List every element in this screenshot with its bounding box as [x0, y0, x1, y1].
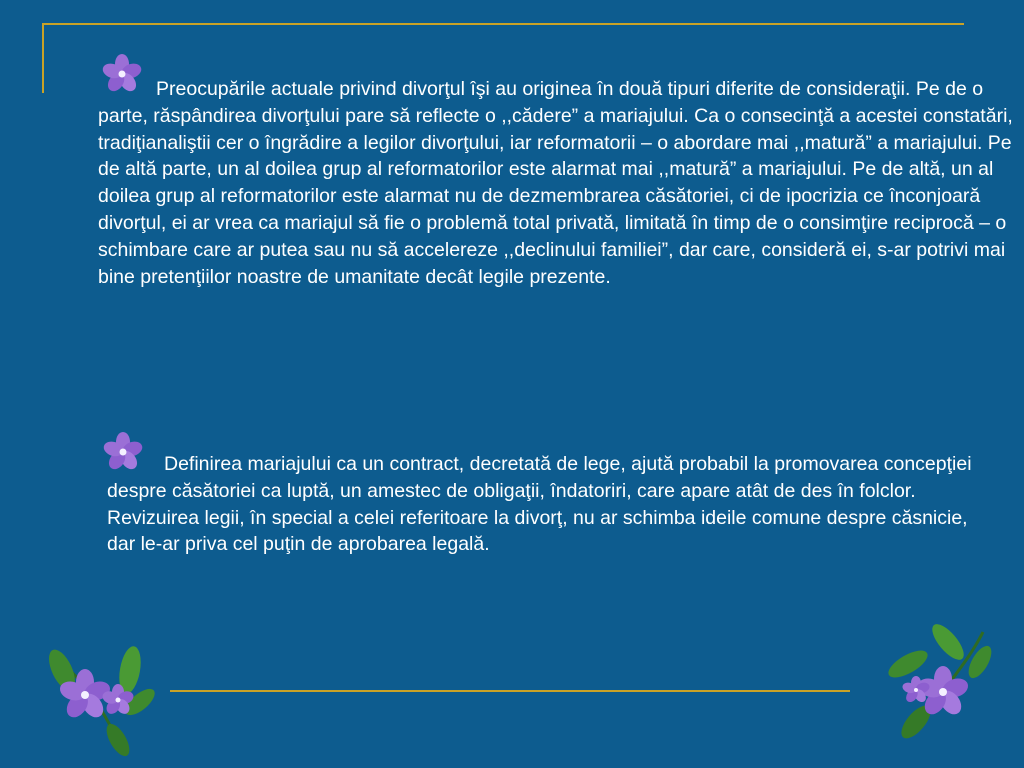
paragraph-2: Definirea mariajului ca un contract, decretată de lege, ajută probabil la promovarea concepţiei despre căsătoriei ca luptă, un amestec de obligaţii, îndatoriri, care apare atât de des în folclor. Revizuirea legii, în special a celei referitoare la divorţ, nu ar schimba ideile comune despre căsnicie, dar le-ar priva cel puţin de aprobarea legală. — [107, 453, 972, 556]
frame-line-top — [42, 23, 964, 25]
paragraph-1: Preocupările actuale privind divorţul îşi au originea în două tipuri diferite de consideraţii. Pe de o parte, răspândirea divorţului pare să reflecte o ,,cădere” a mariajului. Ca o consecinţă a acestei constatări, tradiţianaliştii cer o îngrădire a legilor divorţului, iar reformatorii – o abordare mai ,,matură” a mariajului. Pe de altă parte, un al doilea grup al reformatorilor este alarmat mai ,,matură” a mariajului. Pe de altă, un al doilea grup al reformatorilor este alarmat nu de dezmembrarea căsătoriei, ci de ipocrizia ce înconjoară divorţul, ei ar vrea ca mariajul să fie o problemă total privată, limitată în timp de o consimţire reciprocă – o schimbare care ar putea sau nu să accelereze ,,declinului familiei”, dar care, consideră ei, s-ar potrivi mai bine pretenţiilor noastre de umanitate decât legile prezente. — [98, 78, 1013, 288]
frame-line-bottom — [170, 690, 850, 692]
periwinkle-sprig-icon — [888, 622, 1008, 742]
frame-line-left — [42, 23, 44, 93]
periwinkle-sprig-icon — [40, 640, 160, 760]
